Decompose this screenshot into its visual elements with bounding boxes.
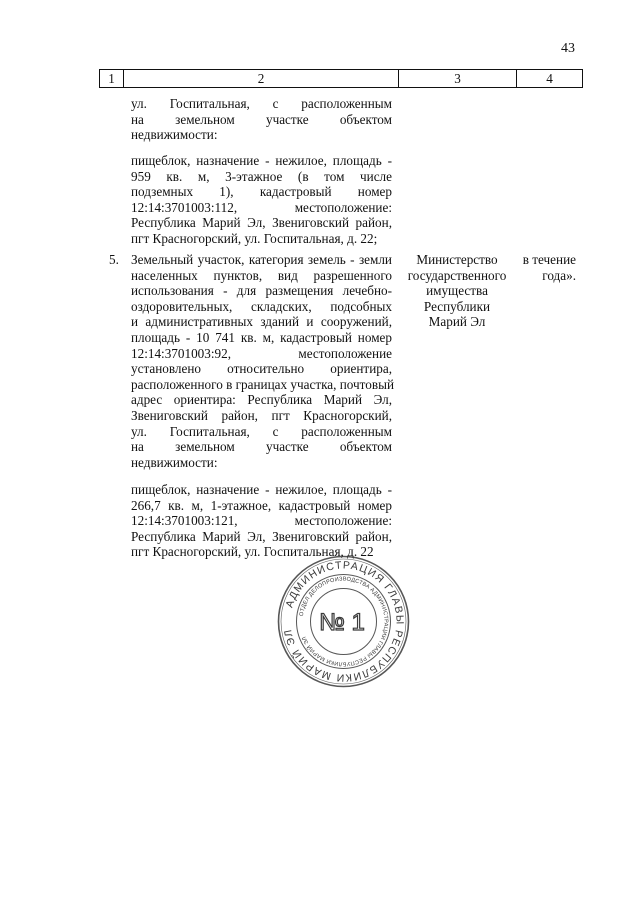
row-5-building [131,482,392,560]
official-stamp [276,554,411,689]
text-line: установлено относительно ориентира, [131,361,392,377]
text-line: 266,7 кв. м, 1-этажное, кадастровый номер [131,497,392,513]
row-5-holder [402,252,512,330]
continuation-text [131,96,392,143]
text-line: расположенного в границах участка, почтовый [131,376,395,392]
text-line: года». [542,267,576,283]
text-line: 12:14:3701003:92, местоположение [131,345,392,361]
text-line: Республика Марий Эл, Звениговский район, [131,215,392,231]
text-line: на земельном участке объектом [131,439,392,455]
header-divider [582,69,583,88]
text-line: имущества [426,283,488,299]
text-line: Республики [423,298,491,314]
text-line: в течение [522,252,576,267]
header-bottom-border [99,87,582,88]
header-col-3: 3 [454,71,461,86]
text-line: площадь - 10 741 кв. м, кадастровый номер [131,329,392,345]
text-line: государственного [407,267,507,283]
text-line: пгт Красногорский, ул. Госпитальная, д. 22; [131,230,378,246]
text-line: использования - для размещения лечебно- [131,283,392,299]
row-number: 5. [109,252,119,267]
header-top-border [99,69,582,70]
header-col-1: 1 [108,71,115,86]
text-line: Республика Марий Эл, Звениговский район, [131,528,392,544]
text-line: 12:14:3701003:121, местоположение: [131,513,392,529]
text-line: подземных 1), кадастровый номер [131,184,392,200]
page-number: 43 [561,41,575,56]
stamp-outer-text: АДМИНИСТРАЦИЯ ГЛАВЫ РЕСПУБЛИКИ МАРИЙ ЭЛ [281,559,406,684]
text-line: пищеблок, назначение - нежилое, площадь - [131,482,392,497]
header-col-2: 2 [257,71,265,86]
text-line: оздоровительных, складских, подсобных [131,298,392,314]
continuation-building-text [131,153,392,247]
text-line: Министерство [416,252,498,267]
text-line: Звениговский район, пгт Красногорский, [131,407,392,423]
text-line: пищеблок, назначение - нежилое, площадь - [131,153,392,168]
stamp-number: № 1 [319,609,365,636]
text-line: недвижимости: [131,127,218,143]
text-line: Земельный участок, категория земель - земли [131,252,392,267]
text-line: пгт Красногорский, ул. Госпитальная, д. 22 [131,544,374,560]
text-line: ул. Госпитальная, с расположенным [131,96,392,111]
text-line: ул. Госпитальная, с расположенным [131,423,392,439]
text-line: адрес ориентира: Республика Марий Эл, [131,392,392,408]
text-line: 12:14:3701003:112, местоположение: [131,199,392,215]
stamp-inner-text: ОТДЕЛ ДЕЛОПРОИЗВОДСТВА АДМИНИСТРАЦИИ ГЛАВЫ РЕСПУБЛИКИ МАРИЙ ЭЛ [298,576,389,667]
header-col-4: 4 [546,71,553,86]
row-5-description [131,252,395,470]
row-5-deadline [520,252,576,283]
text-line: недвижимости: [131,454,218,470]
text-line: и административных зданий и сооружений, [131,314,392,330]
text-line: Марий Эл [428,314,486,330]
text-line: населенных пунктов, вид разрешенного [131,267,392,283]
text-line: 959 кв. м, 3-этажное (в том числе [131,168,392,184]
text-line: на земельном участке объектом [131,111,392,127]
